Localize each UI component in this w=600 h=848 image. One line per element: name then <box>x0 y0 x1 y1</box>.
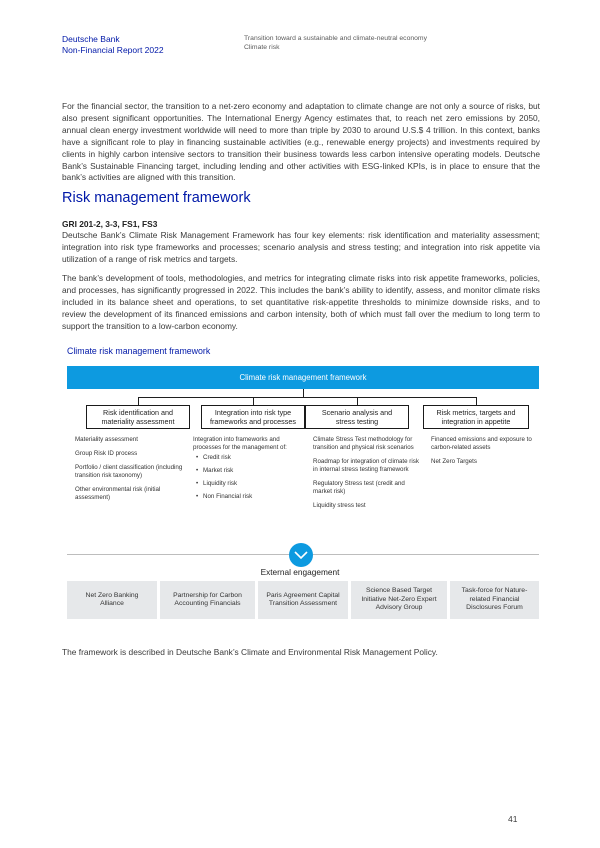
list-item: • Market risk <box>193 467 305 475</box>
external-box-tnfd: Task-force for Nature- related Financial Disclosures Forum <box>450 581 539 619</box>
list-item: Portfolio / client classification (including transition risk taxonomy) <box>75 464 183 479</box>
policy-paragraph: The framework is described in Deutsche Bank’s Climate and Environmental Risk Management Policy. <box>62 647 438 657</box>
connector-line <box>138 397 139 405</box>
framework-banner: Climate risk management framework <box>67 366 539 389</box>
page-number: 41 <box>508 814 518 824</box>
column-heading-risk-metrics: Risk metrics, targets and integration in appetite <box>423 405 529 429</box>
list-item: • Liquidity risk <box>193 480 305 488</box>
list-item: Materiality assessment <box>75 436 138 443</box>
header-left <box>62 34 164 56</box>
column-integration <box>193 436 305 506</box>
header-right <box>244 34 427 52</box>
list-item: Net Zero Targets <box>431 458 477 465</box>
gri-reference: GRI 201-2, 3-3, FS1, FS3 <box>62 219 158 229</box>
external-box-pacta: Paris Agreement Capital Transition Assessment <box>258 581 348 619</box>
column-heading-scenario-analysis: Scenario analysis and stress testing <box>305 405 409 429</box>
report-name: Non-Financial Report 2022 <box>62 45 164 55</box>
external-box-sbti: Science Based Target Initiative Net-Zero Expert Advisory Group <box>351 581 447 619</box>
list-item: • Credit risk <box>193 454 305 462</box>
list-item: Regulatory Stress test (credit and market risk) <box>313 480 405 495</box>
connector-line <box>138 397 476 398</box>
chevron-down-icon <box>289 543 313 567</box>
list-item: Liquidity stress test <box>313 502 366 509</box>
intro-paragraph: For the financial sector, the transition to a net-zero economy and adaptation to climate change are not only a source of risks, but also present significant opportunities. The International Energy Agency estimates that, to reach net zero emissions by 2050, annual clean energy investment worldwide will need to more than triple by 2030 to around U.S.$ 4 trillion. In this context, banks have a significant role to play in financing sustainable activities (e.g., renewable energy projects) and investments required by clients in highly carbon intensive sectors to transition their business towards less carbon intensive operating models. Deutsche Bank’s Sustainable Financing target, including lending and other activities with ESG-linked KPIs, is in place to ensure that the bank’s activities are aligned with this transition. <box>62 101 540 183</box>
column-risk-metrics <box>431 436 533 472</box>
column-risk-identification <box>75 436 195 508</box>
framework-elements-paragraph: Deutsche Bank’s Climate Risk Management Framework has four key elements: risk identification and materiality assessment; integration into risk type frameworks and processes; scenario analysis and stress testing; and integration into risk appetite via utilization of a range of risk metrics and targets. <box>62 230 540 264</box>
framework-progress-paragraph: The bank’s development of tools, methodologies, and metrics for integrating climate risks into risk appetite frameworks, policies, and processes, has significantly progressed in 2022. This includes the bank’s ability to identify, assess, and monitor climate risks included in its balance sheet and operations, to set quantitative risk-appetite thresholds to minimize downside risks, and to review the development of its financed emissions and carbon intensity, both of which must fall over the medium to long term to support the transition to a low-carbon economy. <box>62 273 540 331</box>
column-heading-risk-identification: Risk identification and materiality assessment <box>86 405 190 429</box>
section-name: Transition toward a sustainable and climate-neutral economy <box>244 35 427 42</box>
list-item: Financed emissions and exposure to carbon-related assets <box>431 436 532 451</box>
connector-line <box>476 397 477 405</box>
list-item: Other environmental risk (initial assessment) <box>75 486 161 501</box>
connector-line <box>357 397 358 405</box>
company-name: Deutsche Bank <box>62 34 120 44</box>
list-item: Integration into frameworks and processes for the management of: <box>193 436 287 451</box>
external-box-net-zero-banking: Net Zero Banking Alliance <box>67 581 157 619</box>
section-title: Risk management framework <box>62 190 251 206</box>
list-item: Roadmap for integration of climate risk in internal stress testing framework <box>313 458 419 473</box>
column-heading-integration: Integration into risk type frameworks and processes <box>201 405 305 429</box>
list-item: • Non Financial risk <box>193 493 305 501</box>
external-engagement-title: External engagement <box>260 567 340 577</box>
subsection-name: Climate risk <box>244 44 280 51</box>
figure-title: Climate risk management framework <box>67 346 211 356</box>
external-box-pcaf: Partnership for Carbon Accounting Financials <box>160 581 255 619</box>
list-item: Group Risk ID process <box>75 450 138 457</box>
list-item: Climate Stress Test methodology for transition and physical risk scenarios <box>313 436 414 451</box>
connector-line <box>253 397 254 405</box>
column-scenario-analysis <box>313 436 421 516</box>
